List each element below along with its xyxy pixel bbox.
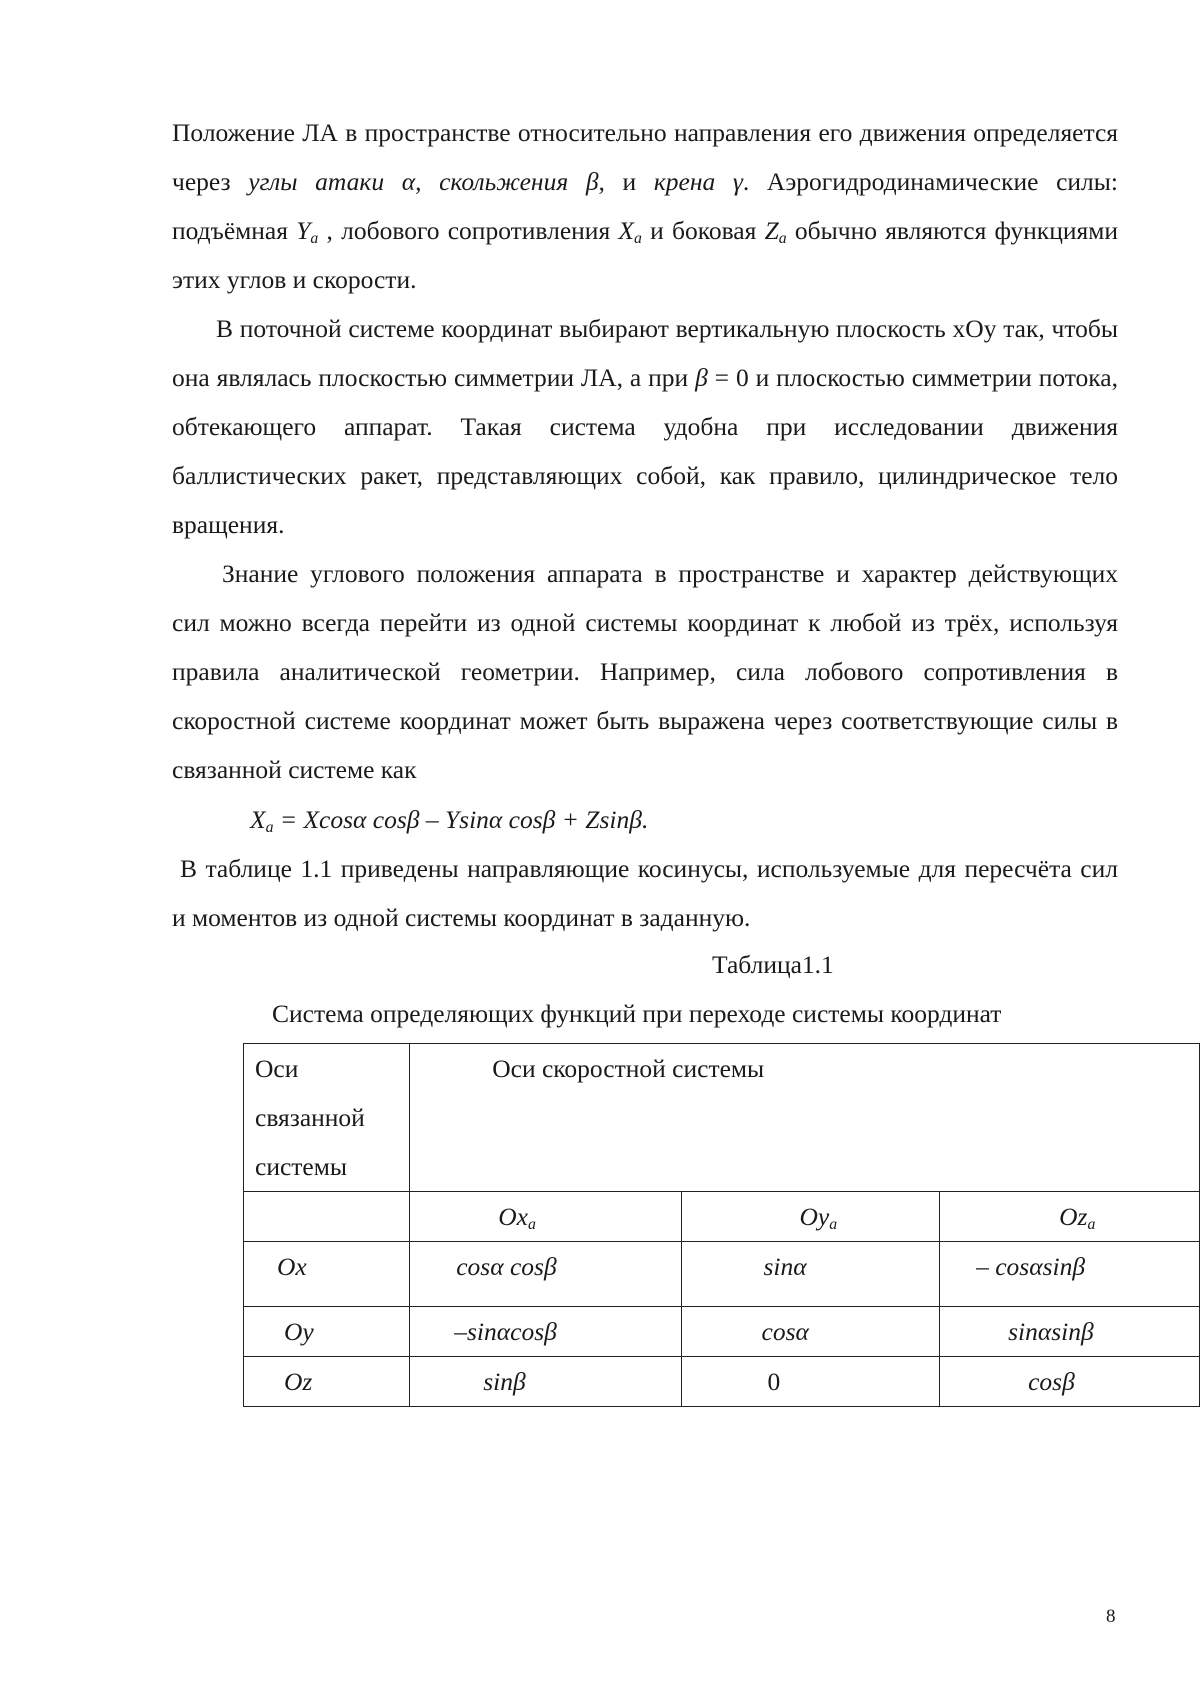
table-row bbox=[244, 1307, 1200, 1357]
drag-subscript: a bbox=[634, 229, 642, 247]
table-title: Система определяющих функций при переходе системы координат bbox=[272, 999, 1002, 1028]
table-row bbox=[244, 1357, 1200, 1407]
p4-text: В таблице 1.1 приведены направляющие косинусы, используемые для пересчёта сил и моментов из одной системы координат в заданную. bbox=[172, 854, 1118, 932]
subheader-empty-cell bbox=[244, 1192, 410, 1242]
p1-angles-italic: углы атаки α, скольжения β, bbox=[248, 167, 605, 196]
oxa-symbol: Ox bbox=[498, 1202, 528, 1231]
p1-text-1: Положение ЛА в пространстве относительно направления его движения определяется через bbox=[172, 118, 1118, 196]
page-number: 8 bbox=[1106, 1606, 1116, 1627]
direction-cosines-table bbox=[243, 1043, 1200, 1407]
p2-text-1: В поточной системе координат выбирают вертикальную плоскость xOy так, чтобы она являлась плоскостью симметрии ЛА, а при bbox=[172, 314, 1118, 392]
subheader-oza bbox=[940, 1192, 1200, 1242]
oza-subscript: a bbox=[1087, 1215, 1096, 1233]
p2-beta: β bbox=[695, 363, 708, 392]
p1-text-4: , лобового сопротивления bbox=[318, 216, 619, 245]
header-velocity-axes: Оси скоростной системы bbox=[410, 1044, 1200, 1192]
header-body-axes bbox=[244, 1044, 410, 1192]
cell-oz-oza: cosβ bbox=[940, 1357, 1200, 1407]
side-symbol: Z bbox=[764, 216, 779, 245]
p1-text-5: и боковая bbox=[641, 216, 765, 245]
p1-roll-italic: крена γ bbox=[653, 167, 743, 196]
formula-lhs-subscript: a bbox=[265, 818, 274, 836]
paragraph-transformation bbox=[172, 549, 1118, 794]
p1-text-6: обычно являются функциями этих углов и скорости. bbox=[172, 216, 1118, 294]
drag-symbol: X bbox=[618, 216, 634, 245]
lift-subscript: a bbox=[310, 229, 319, 247]
formula-lhs-symbol: X bbox=[250, 805, 266, 834]
p2-text-2: = 0 и плоскостью симметрии потока, обтекающего аппарат. Такая система удобна при исследовании движения баллистических ракет, представляющих собой, как правило, цилиндрическое тело вращения. bbox=[172, 363, 1119, 539]
oya-subscript: a bbox=[829, 1215, 838, 1233]
lift-symbol: Y bbox=[296, 216, 311, 245]
table-subheader-row bbox=[244, 1192, 1200, 1242]
formula-rhs: = Xcosα cosβ – Ysinα cosβ + Zsinβ. bbox=[273, 805, 649, 834]
oza-symbol: Oz bbox=[1059, 1202, 1088, 1231]
p1-text-3: . Аэрогидродинамические силы: подъёмная bbox=[172, 167, 1118, 245]
paragraph-table-intro bbox=[172, 844, 1118, 942]
table-label: Таблица1.1 bbox=[712, 950, 834, 979]
cell-ox-oxa: cosα cosβ bbox=[410, 1242, 681, 1307]
cell-oy-oxa: –sinαcosβ bbox=[410, 1307, 681, 1357]
subheader-oya bbox=[681, 1192, 940, 1242]
header-left-line-2: связанной bbox=[255, 1103, 365, 1132]
cell-oz-oya: 0 bbox=[681, 1357, 940, 1407]
drag-formula bbox=[250, 795, 648, 844]
paragraph-orientation bbox=[172, 108, 1118, 304]
side-subscript: a bbox=[778, 229, 787, 247]
header-left-line-1: Оси bbox=[255, 1054, 299, 1083]
p1-text-2: и bbox=[604, 167, 654, 196]
row-axis-oy: Oy bbox=[244, 1307, 410, 1357]
table-row bbox=[244, 1242, 1200, 1307]
cell-oy-oza: sinαsinβ bbox=[940, 1307, 1200, 1357]
paragraph-flow-system bbox=[172, 304, 1118, 549]
oxa-subscript: a bbox=[527, 1215, 536, 1233]
subheader-oxa bbox=[410, 1192, 681, 1242]
row-axis-ox: Ox bbox=[244, 1242, 410, 1307]
table-header-row bbox=[244, 1044, 1200, 1192]
cell-ox-oza: – cosαsinβ bbox=[940, 1242, 1200, 1307]
cell-oz-oxa: sinβ bbox=[410, 1357, 681, 1407]
cell-ox-oya: sinα bbox=[681, 1242, 940, 1307]
cell-oy-oya: cosα bbox=[681, 1307, 940, 1357]
header-left-line-3: системы bbox=[255, 1152, 348, 1181]
p3-text: Знание углового положения аппарата в пространстве и характер действующих сил можно всегда перейти из одной системы координат к любой из трёх, используя правила аналитической геометрии. Например, сила лобового сопротивления в скоростной системе координат может быть выражена через соответствующие силы в связанной системе как bbox=[172, 559, 1118, 784]
oya-symbol: Oy bbox=[799, 1202, 830, 1231]
row-axis-oz: Oz bbox=[244, 1357, 410, 1407]
